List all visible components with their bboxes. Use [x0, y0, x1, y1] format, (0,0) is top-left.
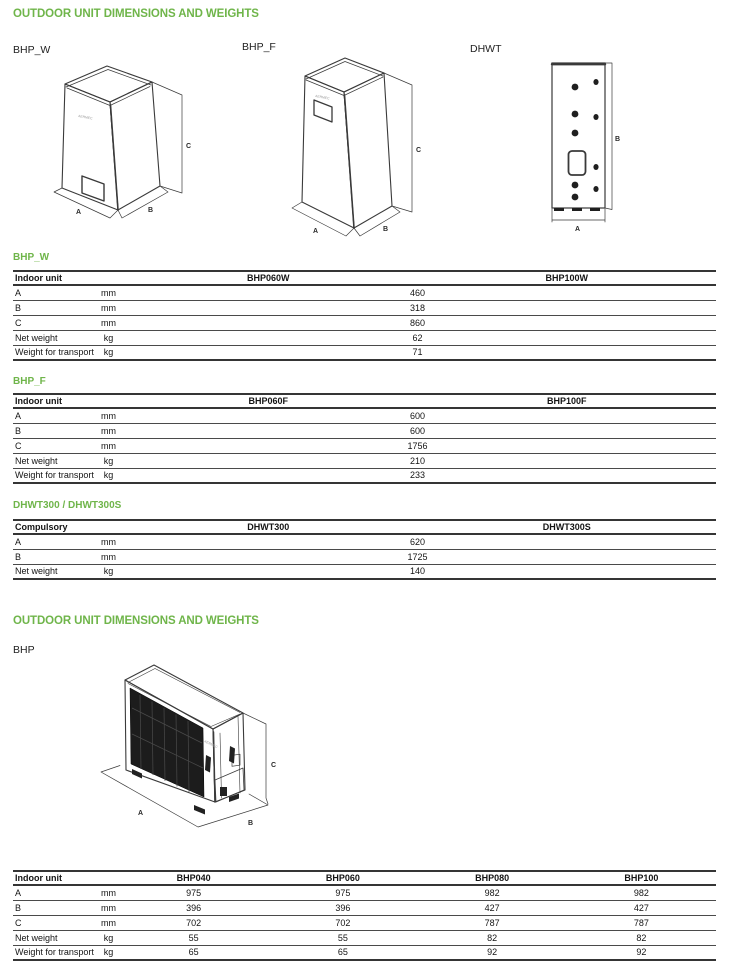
diagram-dhwt-tank [545, 52, 645, 237]
row-unit: kg [98, 330, 119, 345]
table-holder-bhp-w [13, 270, 716, 361]
row-unit: mm [98, 549, 119, 564]
column-header-model: BHP100W [418, 271, 717, 285]
column-header-label: Indoor unit [13, 271, 119, 285]
diagram-bhp-f-floor-unit [288, 46, 438, 246]
table-row [13, 345, 716, 360]
row-value: 975 [268, 885, 417, 900]
column-header-label: Indoor unit [13, 394, 119, 408]
table-row [13, 468, 716, 483]
row-value: 82 [567, 930, 716, 945]
row-unit: mm [98, 885, 119, 900]
row-value: 787 [418, 915, 567, 930]
row-unit: kg [98, 945, 119, 960]
dimension-label-b: B [248, 820, 254, 827]
row-label: B [13, 549, 98, 564]
column-header-model: BHP100 [567, 871, 716, 885]
row-unit: mm [98, 900, 119, 915]
column-header-model: DHWT300 [119, 520, 418, 534]
table-row [13, 285, 716, 300]
row-label: B [13, 423, 98, 438]
row-unit: mm [98, 534, 119, 549]
row-value: 71 [119, 345, 716, 360]
spec-table-bhp-w [13, 270, 716, 361]
row-unit: mm [98, 423, 119, 438]
row-value: 427 [418, 900, 567, 915]
row-value: 702 [119, 915, 268, 930]
row-value: 396 [268, 900, 417, 915]
table-row [13, 423, 716, 438]
row-label: A [13, 534, 98, 549]
dimension-label-a: A [313, 228, 319, 235]
row-unit: mm [98, 408, 119, 423]
table-holder-dhwt [13, 519, 716, 580]
row-value: 65 [268, 945, 417, 960]
table-row [13, 315, 716, 330]
row-unit: mm [98, 285, 119, 300]
brand-logo-text: AERMEC [314, 94, 330, 101]
table-row [13, 900, 716, 915]
row-label: C [13, 915, 98, 930]
row-value: 460 [119, 285, 716, 300]
row-value: 600 [119, 408, 716, 423]
dimension-label-a: A [575, 226, 581, 233]
row-value: 787 [567, 915, 716, 930]
row-value: 55 [268, 930, 417, 945]
figure-label-bhp-f: BHP_F [242, 41, 276, 53]
row-value: 427 [567, 900, 716, 915]
row-unit: mm [98, 915, 119, 930]
row-unit: mm [98, 300, 119, 315]
column-header-model: BHP060W [119, 271, 418, 285]
table-title-bhp-f: BHP_F [13, 376, 46, 387]
row-unit: kg [98, 564, 119, 579]
row-value: 92 [567, 945, 716, 960]
dimension-label-c: C [271, 762, 277, 769]
diagram-bhp-w-wall-unit [52, 52, 212, 242]
dimension-label-a: A [76, 209, 82, 216]
row-label: B [13, 300, 98, 315]
dimension-label-c: C [416, 147, 422, 154]
dimension-label-b: B [383, 226, 389, 233]
indoor-section-heading: OUTDOOR UNIT DIMENSIONS AND WEIGHTS [13, 8, 259, 20]
row-value: 233 [119, 468, 716, 483]
table-row [13, 564, 716, 579]
row-value: 620 [119, 534, 716, 549]
row-unit: kg [98, 930, 119, 945]
column-header-model: BHP100F [418, 394, 717, 408]
figure-label-bhp-w: BHP_W [13, 44, 51, 56]
row-unit: kg [98, 345, 119, 360]
row-value: 92 [418, 945, 567, 960]
table-row [13, 330, 716, 345]
row-value: 982 [418, 885, 567, 900]
table-header-row [13, 394, 716, 408]
row-value: 1756 [119, 438, 716, 453]
brand-logo-text: AERMEC [203, 739, 219, 750]
row-value: 600 [119, 423, 716, 438]
row-value: 82 [418, 930, 567, 945]
dimension-label-a: A [138, 810, 144, 817]
row-label: Net weight [13, 330, 98, 345]
column-header-model: DHWT300S [418, 520, 717, 534]
row-label: A [13, 885, 98, 900]
row-unit: kg [98, 453, 119, 468]
bhp-w-isometric-drawing [52, 52, 212, 242]
table-title-dhwt: DHWT300 / DHWT300S [13, 500, 122, 511]
spec-table-bhp-outdoor [13, 870, 716, 961]
table-holder-bhp-f [13, 393, 716, 484]
bhp-outdoor-isometric-drawing [92, 648, 302, 838]
table-row [13, 534, 716, 549]
column-header-label: Compulsory [13, 520, 119, 534]
dhwt-front-view-drawing [545, 52, 645, 237]
table-row [13, 438, 716, 453]
column-header-model: BHP040 [119, 871, 268, 885]
column-header-model: BHP080 [418, 871, 567, 885]
spec-table-bhp-f [13, 393, 716, 484]
column-header-label: Indoor unit [13, 871, 119, 885]
row-label: A [13, 285, 98, 300]
row-label: Weight for transport [13, 945, 98, 960]
row-label: Weight for transport [13, 468, 98, 483]
table-header-row [13, 520, 716, 534]
table-holder-bhp-outdoor [13, 870, 716, 961]
figure-label-bhp-outdoor: BHP [13, 644, 35, 656]
row-value: 860 [119, 315, 716, 330]
table-row [13, 885, 716, 900]
row-value: 1725 [119, 549, 716, 564]
table-row [13, 549, 716, 564]
dimension-label-b: B [148, 207, 154, 214]
table-row [13, 945, 716, 960]
column-header-model: BHP060F [119, 394, 418, 408]
row-label: C [13, 315, 98, 330]
spec-table-dhwt [13, 519, 716, 580]
row-value: 65 [119, 945, 268, 960]
row-value: 140 [119, 564, 716, 579]
row-label: A [13, 408, 98, 423]
outdoor-section-heading: OUTDOOR UNIT DIMENSIONS AND WEIGHTS [13, 615, 259, 627]
row-value: 55 [119, 930, 268, 945]
table-row [13, 915, 716, 930]
row-value: 982 [567, 885, 716, 900]
table-header-row [13, 271, 716, 285]
brand-logo-text: AERMEC [77, 114, 93, 121]
dimension-label-c: C [186, 143, 192, 150]
row-value: 210 [119, 453, 716, 468]
row-label: Net weight [13, 453, 98, 468]
diagram-bhp-outdoor-unit [92, 648, 302, 838]
figure-label-dhwt: DHWT [470, 43, 502, 55]
row-label: Net weight [13, 930, 98, 945]
row-unit: kg [98, 468, 119, 483]
dimension-label-b: B [615, 136, 621, 143]
bhp-f-isometric-drawing [288, 46, 438, 246]
row-value: 975 [119, 885, 268, 900]
row-label: Weight for transport [13, 345, 98, 360]
row-value: 62 [119, 330, 716, 345]
table-row [13, 300, 716, 315]
row-unit: mm [98, 315, 119, 330]
row-value: 396 [119, 900, 268, 915]
table-header-row [13, 871, 716, 885]
row-label: C [13, 438, 98, 453]
column-header-model: BHP060 [268, 871, 417, 885]
row-value: 318 [119, 300, 716, 315]
row-label: B [13, 900, 98, 915]
table-row [13, 408, 716, 423]
row-label: Net weight [13, 564, 98, 579]
table-title-bhp-w: BHP_W [13, 252, 50, 263]
row-unit: mm [98, 438, 119, 453]
table-row [13, 453, 716, 468]
table-row [13, 930, 716, 945]
row-value: 702 [268, 915, 417, 930]
